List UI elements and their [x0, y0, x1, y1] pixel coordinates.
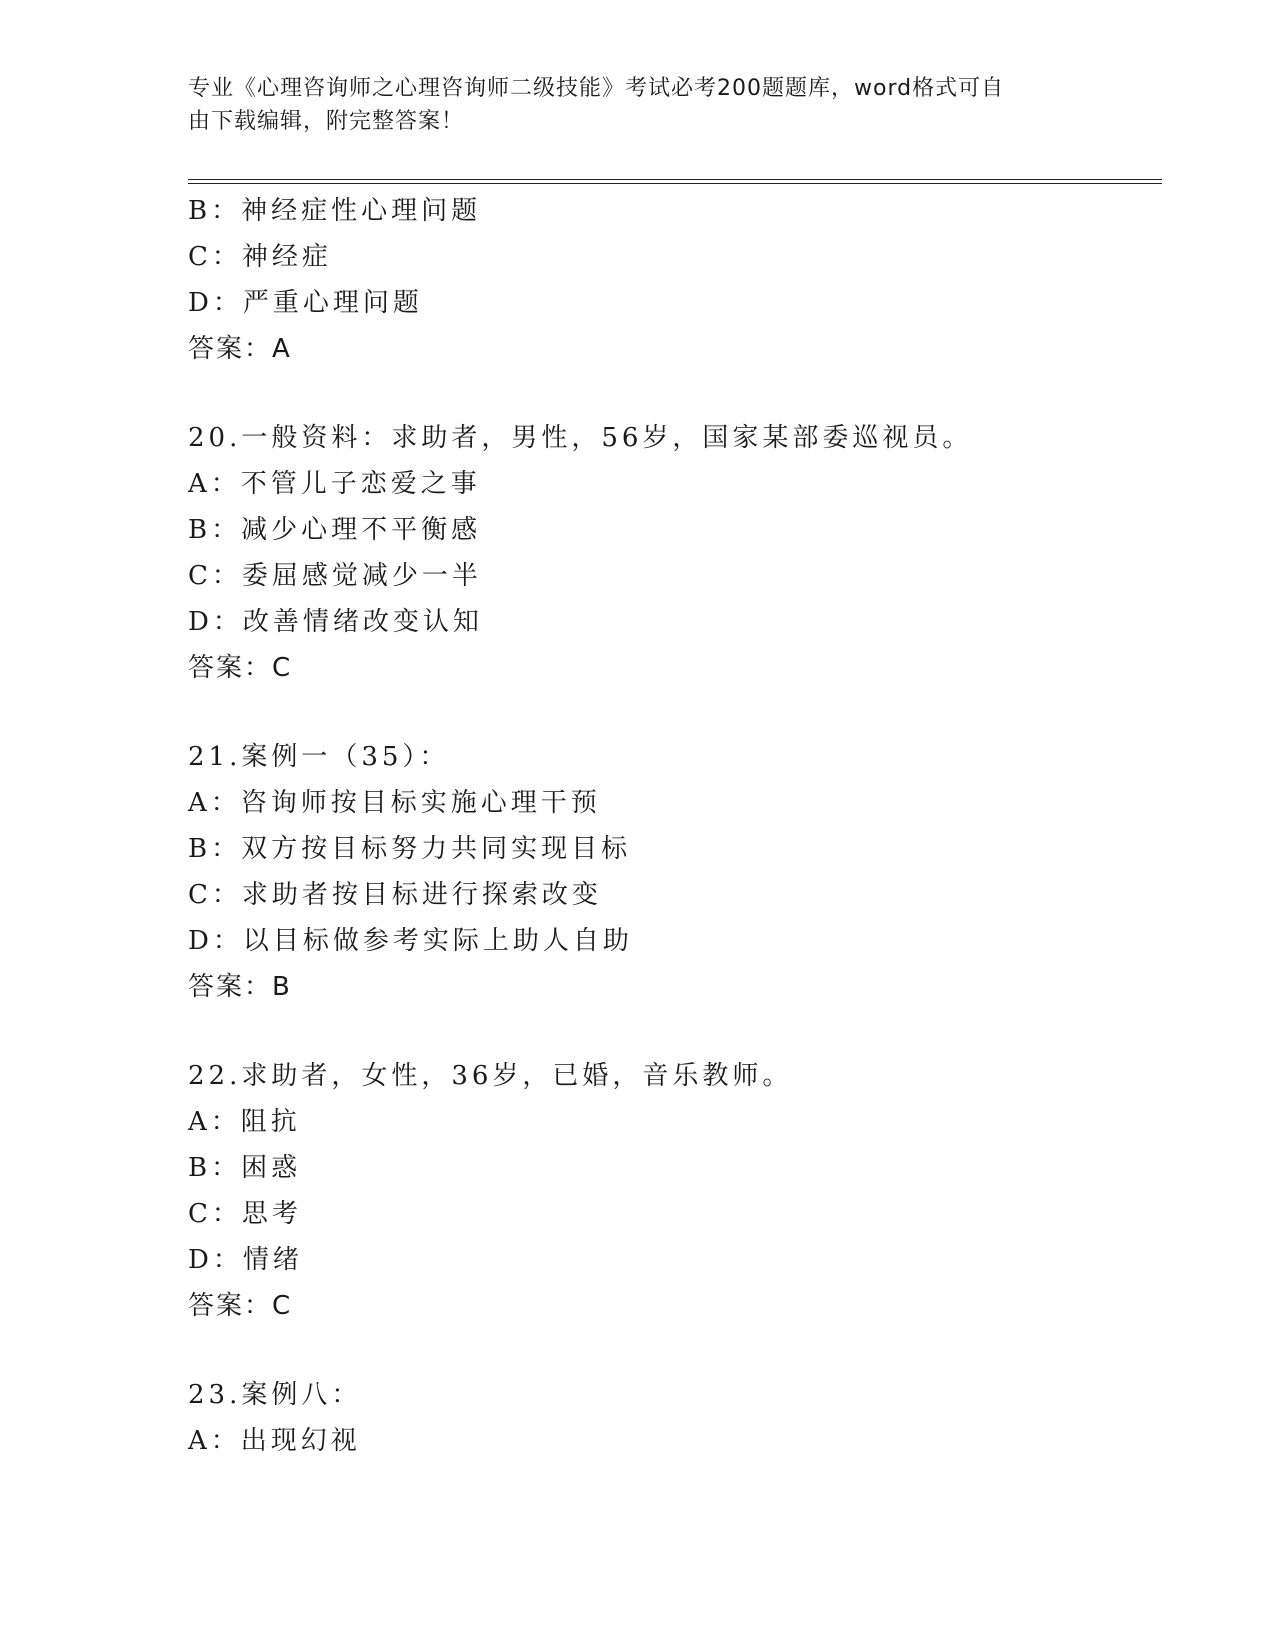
question-stem: 22.求助者，女性，36岁，已婚，音乐教师。 [188, 1061, 793, 1091]
answer-line: 答案：A [188, 334, 292, 364]
question-21 [188, 734, 1148, 1010]
option-c: C：委屈感觉减少一半 [188, 561, 482, 591]
option-c: C：思考 [188, 1199, 302, 1229]
question-19-continued [188, 188, 1148, 372]
option-b: B：困惑 [188, 1153, 302, 1183]
question-20 [188, 415, 1148, 691]
option-b: B：双方按目标努力共同实现目标 [188, 834, 632, 864]
answer-line: 答案：C [188, 1291, 293, 1321]
question-stem: 23.案例八： [188, 1380, 362, 1410]
option-c: C：神经症 [188, 242, 332, 272]
header-line-1: 专业《心理咨询师之心理咨询师二级技能》考试必考200题题库，word格式可自 [188, 76, 1005, 101]
option-a: A：不管儿子恋爱之事 [188, 469, 481, 499]
document-header [188, 72, 1088, 138]
question-list [188, 188, 1148, 1464]
header-line-2: 由下载编辑，附完整答案！ [188, 109, 465, 134]
question-stem: 21.案例一（35）： [188, 742, 450, 772]
answer-line: 答案：C [188, 653, 293, 683]
option-d: D：严重心理问题 [188, 288, 423, 318]
option-a: A：咨询师按目标实施心理干预 [188, 788, 601, 818]
option-b: B：减少心理不平衡感 [188, 515, 482, 545]
option-c: C：求助者按目标进行探索改变 [188, 880, 602, 910]
option-b: B：神经症性心理问题 [188, 196, 482, 226]
header-divider-bottom [188, 183, 1162, 184]
header-divider-top [188, 179, 1162, 180]
answer-line: 答案：B [188, 972, 292, 1002]
question-22 [188, 1053, 1148, 1329]
option-a: A：出现幻视 [188, 1426, 361, 1456]
option-d: D：改善情绪改变认知 [188, 607, 483, 637]
question-stem: 20.一般资料：求助者，男性，56岁，国家某部委巡视员。 [188, 423, 973, 453]
option-d: D：情绪 [188, 1245, 303, 1275]
option-d: D：以目标做参考实际上助人自助 [188, 926, 633, 956]
option-a: A：阻抗 [188, 1107, 301, 1137]
question-23 [188, 1372, 1148, 1464]
